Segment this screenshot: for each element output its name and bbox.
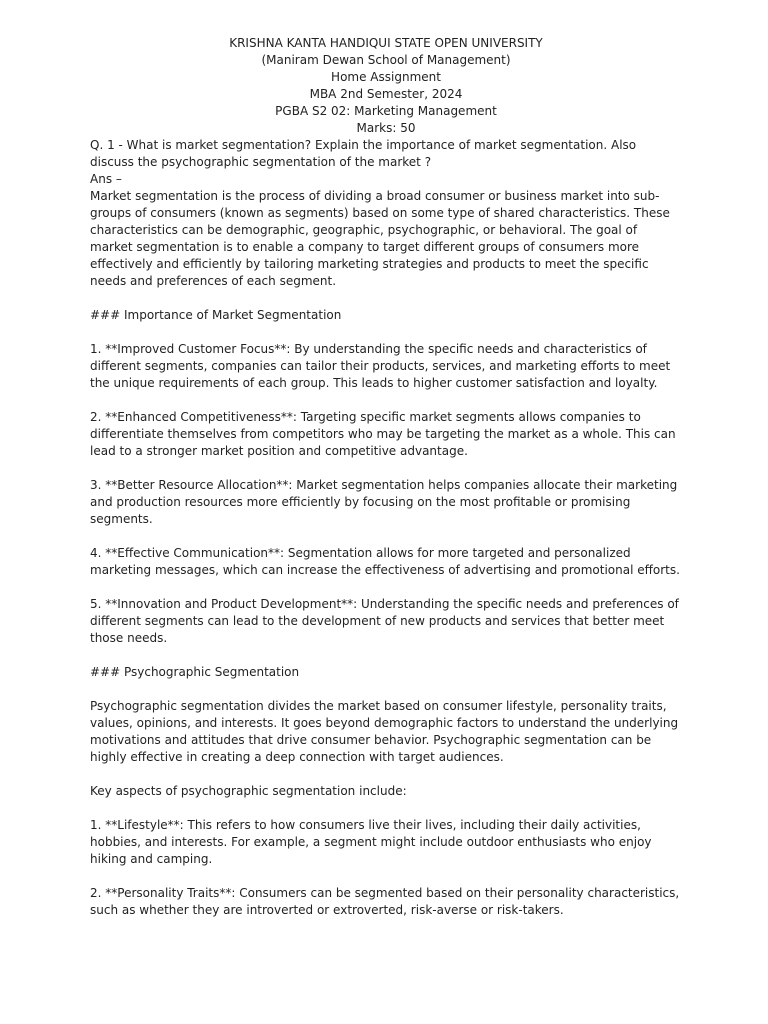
psychographic-item: 2. **Personality Traits**: Consumers can be segmented based on their personality characteristics, such as whether they are introverted or extroverted, risk-averse or risk-takers. (90, 886, 680, 917)
university-name: KRISHNA KANTA HANDIQUI STATE OPEN UNIVERSITY (229, 36, 543, 50)
key-aspects-line: Key aspects of psychographic segmentation include: (90, 784, 407, 798)
course-line: PGBA S2 02: Marketing Management (275, 104, 497, 118)
document-page (90, 35, 682, 919)
psychographic-heading: ### Psychographic Segmentation (90, 665, 300, 679)
answer-label: Ans – (90, 172, 122, 186)
assignment-title: Home Assignment (331, 70, 441, 84)
importance-item: 2. **Enhanced Competitiveness**: Targeting specific market segments allows companies to differentiate themselves from competitors who may be targeting the market as a whole. This can lead to a stronger market position and competitive advantage. (90, 410, 676, 458)
semester-line: MBA 2nd Semester, 2024 (309, 87, 463, 101)
psychographic-intro: Psychographic segmentation divides the market based on consumer lifestyle, personality traits, values, opinions, and interests. It goes beyond demographic factors to understand the underlying motivations and attitudes that drive consumer behavior. Psychographic segmentation can be highly effective in creating a deep connection with target audiences. (90, 699, 679, 764)
importance-heading: ### Importance of Market Segmentation (90, 308, 342, 322)
importance-item: 5. **Innovation and Product Development**: Understanding the specific needs and preferences of different segments can lead to the development of new products and services that better meet those needs. (90, 597, 679, 645)
importance-item: 1. **Improved Customer Focus**: By understanding the specific needs and characteristics of different segments, companies can tailor their products, services, and marketing efforts to meet the unique requirements of each group. This leads to higher customer satisfaction and loyalty. (90, 342, 671, 390)
psychographic-item: 1. **Lifestyle**: This refers to how consumers live their lives, including their daily activities, hobbies, and interests. For example, a segment might include outdoor enthusiasts who enjoy hiking and camping. (90, 818, 652, 866)
importance-item: 4. **Effective Communication**: Segmentation allows for more targeted and personalized marketing messages, which can increase the effectiveness of advertising and promotional efforts. (90, 546, 680, 577)
intro-paragraph: Market segmentation is the process of dividing a broad consumer or business market into sub-groups of consumers (known as segments) based on some type of shared characteristics. These characteristics can be demographic, geographic, psychographic, or behavioral. The goal of market segmentation is to enable a company to target different groups of consumers more effectively and efficiently by tailoring marketing strategies and products to meet the specific needs and preferences of each segment. (90, 189, 670, 288)
question-text: Q. 1 - What is market segmentation? Explain the importance of market segmentation. Also discuss the psychographic segmentation of the market ? (90, 138, 637, 169)
school-name: (Maniram Dewan School of Management) (261, 53, 511, 67)
marks-line: Marks: 50 (356, 121, 416, 135)
importance-item: 3. **Better Resource Allocation**: Market segmentation helps companies allocate their marketing and production resources more efficiently by focusing on the most profitable or promising segments. (90, 478, 678, 526)
